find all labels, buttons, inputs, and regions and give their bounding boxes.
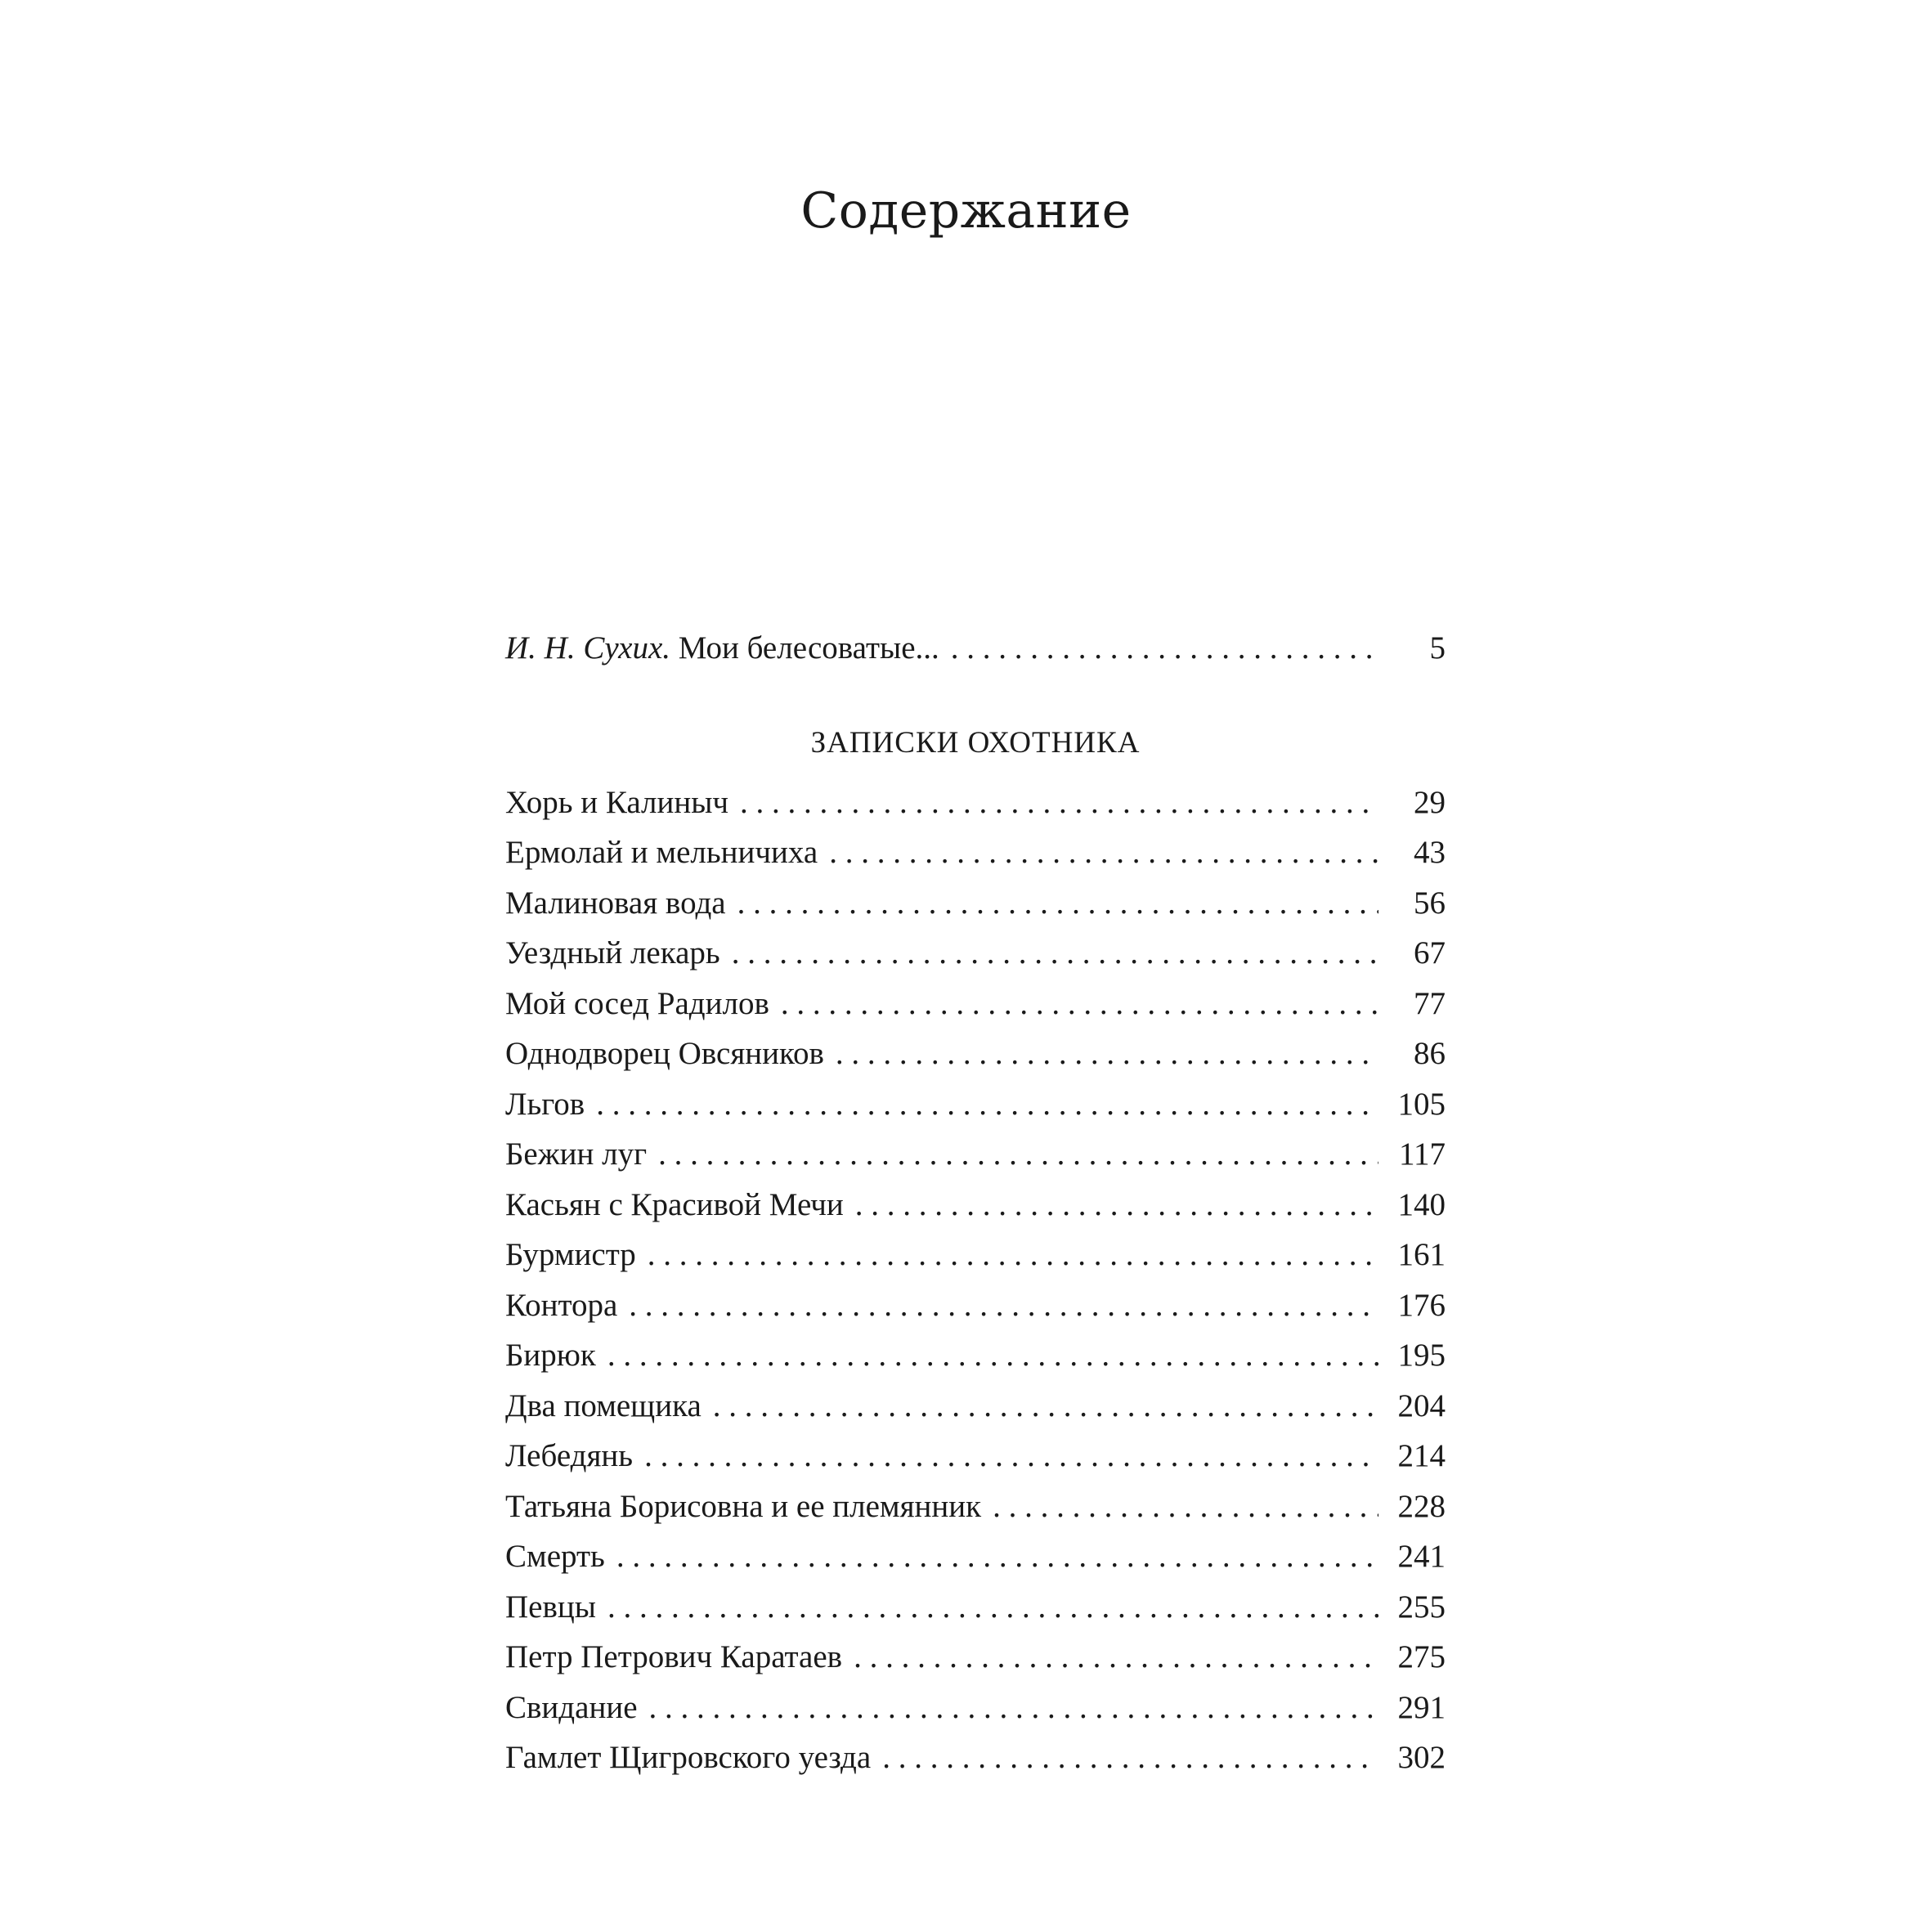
- toc-entry[interactable]: [505, 1531, 1446, 1582]
- dot-leader: [993, 1481, 1378, 1532]
- dot-leader: [649, 1683, 1378, 1733]
- toc-entry-page: 255: [1397, 1589, 1446, 1625]
- dot-leader: [781, 979, 1378, 1029]
- toc-entry-page: 117: [1398, 1136, 1446, 1172]
- toc-entry-page: 275: [1397, 1639, 1446, 1674]
- toc-entry-page: 228: [1397, 1488, 1446, 1524]
- toc-entry-title: Гамлет Щигровского уезда: [505, 1740, 872, 1775]
- dot-leader: [644, 1431, 1378, 1481]
- toc-entry-title: Касьян с Красивой Мечи: [505, 1186, 844, 1222]
- dot-leader: [951, 623, 1378, 674]
- toc-entry-title: Смерть: [505, 1539, 605, 1574]
- toc-entry-page: 140: [1397, 1186, 1446, 1222]
- dot-leader: [854, 1632, 1378, 1683]
- dot-leader: [713, 1381, 1378, 1432]
- section-heading: ЗАПИСКИ ОХОТНИКА: [810, 725, 1141, 760]
- toc-entry-page: 302: [1397, 1740, 1446, 1775]
- toc-entry-page: 56: [1414, 885, 1446, 921]
- toc-entry-page: 86: [1414, 1036, 1446, 1071]
- dot-leader: [658, 1129, 1378, 1180]
- dot-leader: [648, 1230, 1378, 1280]
- toc-entry[interactable]: [505, 928, 1446, 979]
- toc-entry-title: Лебедянь: [505, 1438, 634, 1473]
- table-of-contents: [505, 623, 1446, 1783]
- toc-entry-title: Хорь и Калиныч: [505, 784, 729, 820]
- toc-entry-page: 161: [1397, 1237, 1446, 1272]
- toc-entry-title: Бежин луг: [505, 1136, 648, 1172]
- dot-leader: [616, 1531, 1378, 1582]
- toc-entry[interactable]: [505, 1180, 1446, 1230]
- toc-entry[interactable]: [505, 1582, 1446, 1633]
- toc-entry-page: 176: [1397, 1287, 1446, 1323]
- dot-leader: [829, 827, 1378, 878]
- toc-entry-page: 291: [1397, 1689, 1446, 1725]
- toc-entry[interactable]: [505, 778, 1446, 828]
- toc-entry[interactable]: [505, 1129, 1446, 1180]
- dot-leader: [882, 1733, 1378, 1783]
- toc-entry-title: Однодворец Овсяников: [505, 1036, 824, 1071]
- toc-entry[interactable]: [505, 1381, 1446, 1432]
- toc-entry-page: 77: [1414, 985, 1446, 1021]
- toc-entry-title: Петр Петрович Каратаев: [505, 1639, 843, 1674]
- toc-entry-page: 67: [1414, 935, 1446, 970]
- toc-entry-page: 5: [1429, 630, 1446, 666]
- toc-entry-title: Бирюк: [505, 1338, 596, 1373]
- toc-entry[interactable]: [505, 1431, 1446, 1481]
- toc-entry[interactable]: [505, 1079, 1446, 1130]
- toc-entry-title: Татьяна Борисовна и ее племянник: [505, 1488, 982, 1524]
- toc-entry-page: 241: [1397, 1539, 1446, 1574]
- dot-leader: [607, 1330, 1378, 1381]
- page-title: Содержание: [800, 182, 1132, 240]
- toc-entry-title: Малиновая вода: [505, 885, 726, 921]
- toc-entry-title: [505, 623, 951, 674]
- toc-entry-title: Льгов: [505, 1086, 585, 1122]
- toc-entry-list: [505, 778, 1446, 1783]
- toc-entry-title: Мой сосед Радилов: [505, 985, 769, 1021]
- toc-entry[interactable]: [505, 1481, 1446, 1532]
- toc-entry-page: 195: [1397, 1338, 1446, 1373]
- dot-leader: [629, 1280, 1378, 1331]
- toc-entry[interactable]: [505, 1632, 1446, 1683]
- toc-entry-title-text: Мои белесоватые...: [678, 630, 939, 666]
- dot-leader: [836, 1029, 1378, 1079]
- toc-entry[interactable]: [505, 1029, 1446, 1079]
- toc-entry-title: Два помещика: [505, 1387, 702, 1423]
- toc-entry-title: Свидание: [505, 1689, 638, 1725]
- toc-entry-title: Уездный лекарь: [505, 935, 720, 970]
- toc-entry-page: 105: [1397, 1086, 1446, 1122]
- dot-leader: [732, 928, 1378, 979]
- toc-entry-page: 43: [1414, 835, 1446, 870]
- dot-leader: [607, 1582, 1378, 1633]
- toc-entry[interactable]: [505, 878, 1446, 929]
- dot-leader: [740, 778, 1378, 828]
- toc-entry-page: 29: [1414, 784, 1446, 820]
- dot-leader: [737, 878, 1378, 929]
- toc-entry-title: Бурмистр: [505, 1237, 636, 1272]
- toc-entry-author: И. Н. Сухих.: [505, 630, 671, 666]
- toc-entry-page: 214: [1397, 1438, 1446, 1473]
- toc-entry-intro[interactable]: [505, 623, 1446, 674]
- toc-entry[interactable]: [505, 1280, 1446, 1331]
- dot-leader: [596, 1079, 1378, 1130]
- toc-entry[interactable]: [505, 979, 1446, 1029]
- toc-entry-page: 204: [1397, 1387, 1446, 1423]
- toc-entry[interactable]: [505, 1230, 1446, 1280]
- toc-entry[interactable]: [505, 1330, 1446, 1381]
- toc-entry[interactable]: [505, 827, 1446, 878]
- toc-entry[interactable]: [505, 1733, 1446, 1783]
- toc-entry-title: Контора: [505, 1287, 618, 1323]
- toc-entry[interactable]: [505, 1683, 1446, 1733]
- toc-entry-title: Ермолай и мельничиха: [505, 835, 818, 870]
- dot-leader: [855, 1180, 1378, 1230]
- toc-entry-title: Певцы: [505, 1589, 596, 1625]
